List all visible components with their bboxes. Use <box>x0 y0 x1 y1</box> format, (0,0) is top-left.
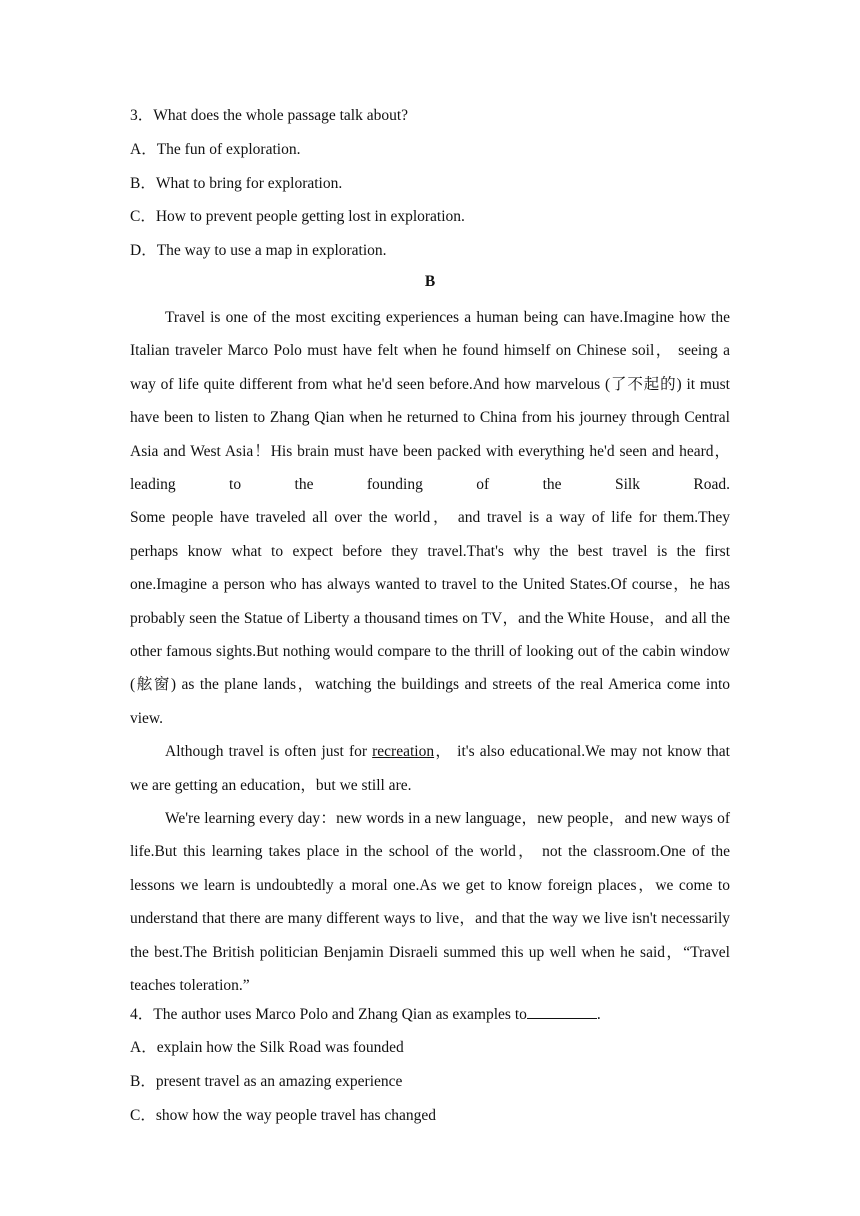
question-4-stem-text: 4．The author uses Marco Polo and Zhang Qian as examples to <box>130 1005 527 1023</box>
question-4-stem <box>130 1003 730 1037</box>
question-4-option-b: B．present travel as an amazing experience <box>130 1073 403 1091</box>
passage-paragraph-4 <box>130 802 730 1002</box>
question-3-option-b: B．What to bring for exploration. <box>130 174 343 192</box>
passage-paragraph-3-before: Although travel is often just for <box>165 743 373 761</box>
question-4-stem-end: . <box>596 1005 601 1023</box>
answer-blank <box>527 1004 597 1019</box>
passage-paragraph-3 <box>130 735 730 802</box>
underlined-word: recreation <box>372 743 435 761</box>
passage-paragraph-1-text: Travel is one of the most exciting experiences a human being can have.Imagine how the Italian traveler Marco Polo must have felt when he found himself on Chinese soil， seeing a way of life quite different from what he'd seen before.And how marvelous (了不起的) it must have been to listen to Zhang Qian when he returned to China from his journey through Central Asia and West Asia！His brain must have been packed with everything he'd seen and heard，leading to the founding of the Silk Road. <box>130 308 730 494</box>
question-3-stem: 3．What does the whole passage talk about? <box>130 107 409 124</box>
passage-paragraph-4-text: We're learning every day：new words in a new language，new people，and new ways of life.But this learning takes place in the school of the world， not the classroom.One of the lessons we learn is undoubtedly a moral one.As we get to know foreign places，we come to understand that there are many different ways to live，and that the way we live isn't necessarily the best.The British politician Benjamin Disraeli summed this up well when he said，“Travel teaches toleration.” <box>130 810 730 995</box>
passage-paragraph-2 <box>130 501 730 735</box>
passage-paragraph-1 <box>130 301 730 501</box>
question-4-option-c: C．show how the way people travel has changed <box>130 1106 437 1124</box>
section-title: B <box>424 272 436 290</box>
passage-paragraph-3-after: ， it's also educational.We may not know that we are getting an education，but we still are. <box>130 743 730 794</box>
passage-paragraph-2-text: Some people have traveled all over the world， and travel is a way of life for them.They perhaps know what to expect before they travel.That's why the best travel is the first one.Imagine a person who has always wanted to travel to the United States.Of course，he has probably seen the Statue of Liberty a thousand times on TV，and the White House，and all the other famous sights.But nothing would compare to the thrill of looking out of the cabin window (舷窗) as the plane lands，watching the buildings and streets of the real America come into view. <box>130 509 730 727</box>
question-3-option-d: D．The way to use a map in exploration. <box>130 242 387 260</box>
question-4-option-a: A．explain how the Silk Road was founded <box>130 1039 404 1057</box>
question-3-option-c: C．How to prevent people getting lost in exploration. <box>130 208 465 226</box>
question-3-option-a: A．The fun of exploration. <box>130 140 301 158</box>
